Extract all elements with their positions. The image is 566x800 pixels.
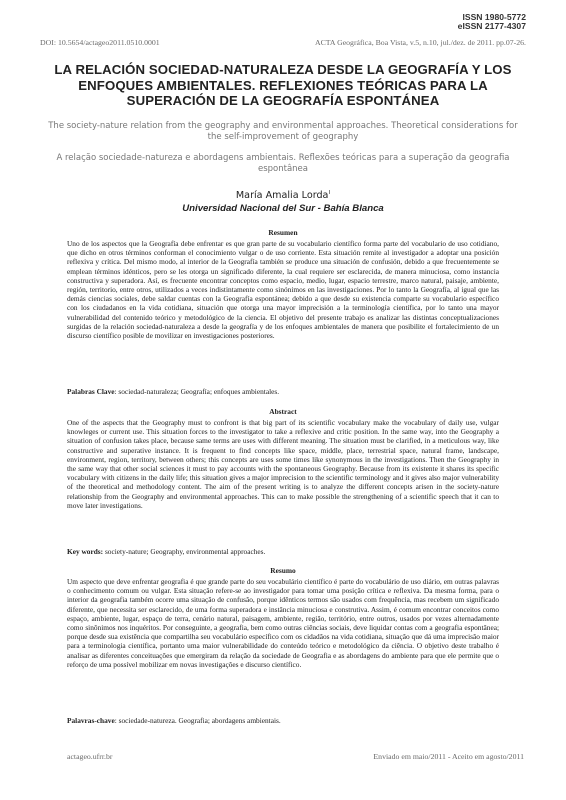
resumo-heading: Resumo xyxy=(270,566,296,575)
resumo-keywords xyxy=(67,716,499,725)
subtitle-portuguese: A relação sociedade-natureza e abordagens ambientais. Reflexões teóricas para a superação da geografia espontânea xyxy=(56,153,510,175)
resumo-text: Um aspecto que deve enfrentar geografia é que grande parte do seu vocabulário científico é parte do vocabulário de uso diário, em outras palavras o conhecimento comum ou vulgar. Esta situação refere-se ao investigador para tomar uma posição crítica e reflexiva. Da mesma forma, para o interior da geografia também ocorre uma situação de confusão, porque idênticos termos são usados com frequência, mas recebem um significado diferente, que necessita ser esclarecido, de uma forma superadora e instância minuciosa e construtiva. Assim, é comum encontrar conceitos como espaço, ambiente, lugar, espaço de terra, cenário natural, paisagem, ambiente, região, território, entre outros, usados por vezes alternadamente como sinônimos nos inquéritos. Por conseguinte, a geografia, bem como outras ciências sociais, deve liquidar contas com a geografia espontânea; porque desde sua existência que compartilha seu vocabulário específico com os cidadãos na vida cotidiana, situação que dá uma imprecisão maior para a terminologia científica, portanto uma maior vulnerabilidade do conteúdo teórico e metodológico da ciência. O objetivo deste trabalho é analisar as diferentes conceituações que emergiram da relação da sociedade de Geografia e as abordagens do ambiente para que ele permite que o reforço de uma possível mobilizar em novas investigações e discurso científico. xyxy=(67,577,499,669)
journal-url[interactable]: actageo.ufrr.br xyxy=(67,752,113,761)
subtitle-english: The society-nature relation from the geography and environmental approaches. Theoretical considerations for the self-improvement of geography xyxy=(48,121,518,143)
author-footnote-mark: I xyxy=(328,190,331,196)
resumen-heading: Resumen xyxy=(268,228,298,237)
doi[interactable]: DOI: 10.5654/actageo2011.0510.0001 xyxy=(40,38,160,47)
issn-block xyxy=(458,13,526,32)
journal-reference: ACTA Geográfica, Boa Vista, v.5, n.10, jul./dez. de 2011. pp.07-26. xyxy=(314,38,526,47)
abstract-keywords-text: society-nature; Geography, environmental approaches. xyxy=(103,547,266,556)
affiliation: Universidad Nacional del Sur - Bahía Blanca xyxy=(182,203,384,214)
resumen-keywords-label: Palabras Clave xyxy=(67,387,115,396)
submission-dates: Enviado em maio/2011 - Aceito em agosto/2011 xyxy=(373,752,524,761)
resumen-keywords-text: : sociedad-naturaleza; Geografía; enfoques ambientales. xyxy=(114,387,280,396)
abstract-keywords-label: Key words: xyxy=(67,547,104,556)
author-name: María Amalia Lorda xyxy=(235,190,329,202)
abstract-text: One of the aspects that the Geography must to confront is that big part of its scientific vocabulary make the vocabulary of daily use, vulgar knowleges or current use. This situation forces to the investigator to take a reflexive and critic position. In the same way, into the Geography a situation of confusion takes place, because same terms are uses with different meaning. The situation must be clarified, in a meticulous way, like constructive and superative instance. It is frequent to find concepts like space, middle, place, terrestrial space, natural frame, landscape, environment, region, territory, between others; this concepts are uses some times like synonymous in the investigations. Then the Geography in the same way that other social sciences it must to pay accounts with the spontaneous Geography. Because from its existente it shares its specific vocabulary with citizens in the daily life; this situation gives a major imprecision to the scientific terminology and it gives also major vulnerability of the theoretical and methodology content. The aim of the present writing is to analyze the different concepts arisen in the society-nature relationship from the Geography and environmental approaches. This can to make possible the strengthening of a scientific speech that it can to move later investigations. xyxy=(67,418,499,510)
abstract-keywords xyxy=(67,547,499,556)
eissn: eISSN 2177-4307 xyxy=(457,21,526,32)
resumen-keywords xyxy=(67,387,499,396)
resumo-keywords-text: : sociedade-natureza. Geografia; abordagens ambientais. xyxy=(114,716,281,725)
article-title: LA RELACIÓN SOCIEDAD-NATURALEZA DESDE LA GEOGRAFÍA Y LOS ENFOQUES AMBIENTALES. REFLEXIONES TEÓRICAS PARA LA SUPERACIÓN DE LA GEOGRAFÍA ESPONTÁNEA xyxy=(54,62,512,108)
abstract-heading: Abstract xyxy=(269,407,297,416)
author xyxy=(0,190,566,201)
resumo-keywords-label: Palavras-chave xyxy=(67,716,115,725)
resumen-text: Uno de los aspectos que la Geografía debe enfrentar es que gran parte de su vocabulario científico forma parte del vocabulario de uso cotidiano, que dicho en otros términos conforman el conocimiento vulgar o de uso corriente. Esta situación remite al investigador a adoptar una posición reflexiva y crítica. Del mismo modo, al interior de la Geografía también se produce una situación de confusión, debido a que frecuentemente se emplean términos idénticos, pero se les otorga un significado diferente, la cual requiere ser esclarecida, de manera minuciosa, como instancia constructiva y superadora. Así, es frecuente encontrar conceptos como espacio, medio, lugar, espacio terrestre, marco natural, paisaje, ambiente, región, territorio, entre otros, utilizados a veces indistintamente como sinónimos en las investigaciones. Por lo tanto la Geografía, al igual que las demás ciencias sociales, debe saldar cuentas con la Geografía espontánea; debido a que desde su existencia comparte su vocabulario específico con los ciudadanos en la vida cotidiana, situación que otorga una mayor imprecisión a la terminología científica, por lo tanto una mayor vulnerabilidad del contenido teórico y metodológico de la ciencia. El objetivo del presente trabajo es analizar las distintas conceptualizaciones surgidas de la relación sociedad-naturaleza a desde la geografía y de los enfoques ambientales de manera que posibilite el fortalecimiento de un discurso científico posible de movilizar en investigaciones posteriores. xyxy=(67,239,499,341)
issn: ISSN 1980-5772 xyxy=(462,12,526,22)
